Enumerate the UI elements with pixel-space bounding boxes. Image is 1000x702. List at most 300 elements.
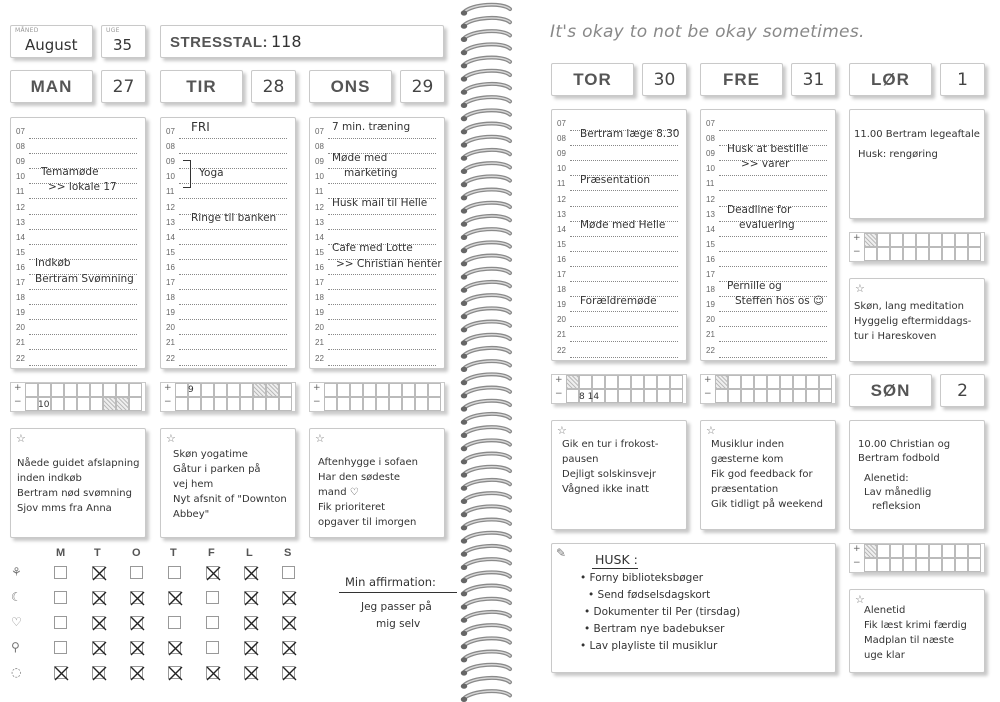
hour-line <box>570 145 678 146</box>
husk-item <box>584 606 740 618</box>
hour-label: 19 <box>315 308 324 318</box>
tracker-cell[interactable] <box>402 397 415 411</box>
tracker-cell[interactable] <box>214 383 227 397</box>
tracker-cell[interactable] <box>955 558 968 572</box>
tracker-lor <box>849 232 985 262</box>
habit-checkbox[interactable] <box>244 666 257 679</box>
spiral-ring <box>461 427 510 438</box>
tracker-cell[interactable] <box>566 375 579 389</box>
tracker-cell[interactable] <box>864 544 877 558</box>
tracker-cell[interactable] <box>890 233 903 247</box>
schedule-man <box>10 117 146 369</box>
tracker-cell[interactable] <box>864 247 877 261</box>
tracker-cell[interactable] <box>793 375 806 389</box>
habit-checkbox[interactable] <box>168 616 181 629</box>
hour-row <box>11 291 145 306</box>
hour-label: 18 <box>706 285 715 295</box>
hour-line <box>179 319 287 320</box>
hour-line <box>570 206 678 207</box>
tracker-cell[interactable] <box>929 233 942 247</box>
schedule-entry: FRI <box>191 120 210 134</box>
habit-checkbox[interactable] <box>168 591 181 604</box>
tracker-cell[interactable] <box>929 544 942 558</box>
tracker-cell[interactable] <box>605 389 618 403</box>
tracker-cell[interactable] <box>64 383 77 397</box>
tracker-cell[interactable] <box>90 397 103 411</box>
hour-line <box>179 289 287 290</box>
tracker-cell[interactable] <box>754 375 767 389</box>
hour-label: 18 <box>557 285 566 295</box>
schedule-ons <box>309 117 445 369</box>
schedule-entry: evaluering <box>739 219 795 231</box>
minus-icon: − <box>853 247 861 257</box>
tracker-ons <box>309 382 445 412</box>
tracker-cell[interactable] <box>754 389 767 403</box>
hour-label: 16 <box>166 262 175 272</box>
spiral-ring <box>461 388 510 399</box>
tracker-tir <box>160 382 296 412</box>
tracker-cell[interactable] <box>175 397 188 411</box>
tracker-cell[interactable] <box>415 397 428 411</box>
tracker-cell[interactable] <box>279 397 292 411</box>
tracker-cell[interactable] <box>363 397 376 411</box>
habit-checkbox[interactable] <box>130 641 143 654</box>
habit-checkbox[interactable] <box>54 566 67 579</box>
hour-label: 14 <box>706 224 715 234</box>
tracker-cell[interactable] <box>25 397 38 411</box>
tracker-cell[interactable] <box>903 544 916 558</box>
yoga-icon: ⚲ <box>11 640 20 654</box>
spiral-ring <box>461 137 510 148</box>
day-name-fre: FRE <box>700 63 783 96</box>
husk-item-text: Dokumenter til Per (tirsdag) <box>593 606 741 618</box>
tracker-cell[interactable] <box>806 389 819 403</box>
habit-checkbox[interactable] <box>206 591 219 604</box>
gratitude-line: Gik en tur i frokost- <box>562 439 659 450</box>
tracker-cell[interactable] <box>929 247 942 261</box>
habit-checkbox[interactable] <box>130 666 143 679</box>
tracker-cell[interactable] <box>741 389 754 403</box>
tracker-cell[interactable] <box>942 233 955 247</box>
spiral-ring <box>461 216 510 227</box>
hour-row <box>701 253 835 268</box>
tracker-cell[interactable] <box>955 233 968 247</box>
tracker-cell[interactable] <box>227 383 240 397</box>
hour-line <box>719 236 827 237</box>
tracker-cell[interactable] <box>103 397 116 411</box>
tracker-cell[interactable] <box>890 247 903 261</box>
tracker-cell[interactable] <box>903 247 916 261</box>
hour-label: 17 <box>16 278 25 287</box>
tracker-cell[interactable] <box>25 383 38 397</box>
gratitude-line: Abbey" <box>173 509 210 520</box>
hour-label: 10 <box>557 164 566 174</box>
hour-label: 11 <box>706 179 715 189</box>
quote: It's okay to not be okay sometimes. <box>550 22 865 42</box>
tracker-cell[interactable] <box>240 383 253 397</box>
hour-line <box>29 198 137 199</box>
habit-checkbox[interactable] <box>244 641 257 654</box>
tracker-cell[interactable] <box>657 375 670 389</box>
spiral-ring <box>461 652 510 663</box>
tracker-cell[interactable] <box>728 389 741 403</box>
hour-label: 21 <box>557 330 566 340</box>
hour-line <box>570 311 678 312</box>
tracker-cell[interactable] <box>579 375 592 389</box>
minus-icon: − <box>853 558 861 568</box>
hour-line <box>29 304 137 305</box>
tracker-cell[interactable] <box>890 558 903 572</box>
tracker-cell[interactable] <box>903 558 916 572</box>
week-label: UGE <box>106 27 120 34</box>
tracker-cell[interactable] <box>90 383 103 397</box>
tracker-cell[interactable] <box>266 397 279 411</box>
habit-checkbox[interactable] <box>282 566 295 579</box>
tracker-cell[interactable] <box>77 397 90 411</box>
tracker-cell[interactable] <box>715 375 728 389</box>
schedule-entry: Møde med Helle <box>580 219 666 231</box>
husk-item-text: Forny biblioteksbøger <box>589 572 704 584</box>
tracker-cell[interactable] <box>129 397 142 411</box>
hour-label: 15 <box>557 239 566 249</box>
schedule-entry: Husk mail til Helle <box>332 197 428 209</box>
tracker-cell[interactable] <box>670 389 683 403</box>
hour-row <box>161 261 295 276</box>
tracker-cell[interactable] <box>77 383 90 397</box>
spiral-ring <box>461 625 510 636</box>
tracker-cell[interactable] <box>415 383 428 397</box>
hour-label: 12 <box>557 194 566 204</box>
tracker-cell[interactable] <box>877 247 890 261</box>
habit-checkbox[interactable] <box>54 591 67 604</box>
tracker-son <box>849 543 985 573</box>
habit-checkbox[interactable] <box>206 566 219 579</box>
habit-checkbox[interactable] <box>244 566 257 579</box>
spiral-ring <box>461 150 510 161</box>
bullet-icon: • <box>588 589 598 601</box>
hour-label: 08 <box>16 142 25 152</box>
hour-label: 07 <box>706 119 715 128</box>
tracker-cell[interactable] <box>402 383 415 397</box>
tracker-cell[interactable] <box>129 383 142 397</box>
habit-checkbox[interactable] <box>92 591 105 604</box>
star-icon: ☆ <box>855 282 865 295</box>
habit-checkbox[interactable] <box>206 666 219 679</box>
tracker-cell[interactable] <box>955 544 968 558</box>
hour-label: 07 <box>166 127 175 136</box>
hour-label: 08 <box>315 142 324 152</box>
spiral-ring <box>461 586 510 597</box>
tracker-cell[interactable] <box>201 383 214 397</box>
hour-row <box>310 336 444 351</box>
habit-checkbox[interactable] <box>282 591 295 604</box>
tracker-cell[interactable] <box>350 397 363 411</box>
hour-line <box>328 138 436 139</box>
hour-row <box>161 140 295 155</box>
day-name-tir: TIR <box>160 70 243 103</box>
hour-row <box>310 276 444 291</box>
tracker-cell[interactable] <box>877 233 890 247</box>
tracker-cell[interactable] <box>618 389 631 403</box>
tracker-cell[interactable] <box>864 558 877 572</box>
bullet-icon: • <box>580 572 590 584</box>
tracker-cell[interactable] <box>324 397 337 411</box>
tracker-cell[interactable] <box>103 383 116 397</box>
habit-checkbox[interactable] <box>244 616 257 629</box>
schedule-entry: Forældremøde <box>580 295 657 307</box>
tracker-cell[interactable] <box>227 397 240 411</box>
tracker-cell[interactable] <box>266 383 279 397</box>
tracker-cell[interactable] <box>566 389 579 403</box>
husk-item <box>580 572 703 584</box>
hour-row <box>11 216 145 231</box>
habit-checkbox[interactable] <box>92 666 105 679</box>
schedule-entry: >> lokale 17 <box>48 181 117 193</box>
hour-label: 17 <box>315 278 324 287</box>
habit-checkbox[interactable] <box>130 566 143 579</box>
schedule-entry: 7 min. træning <box>332 121 411 133</box>
hour-line <box>328 304 436 305</box>
tracker-cell[interactable] <box>350 383 363 397</box>
tracker-cell[interactable] <box>780 375 793 389</box>
hour-row <box>161 306 295 321</box>
habit-checkbox[interactable] <box>168 566 181 579</box>
tracker-minus-value: 8 14 <box>579 392 600 402</box>
affirmation-title: Min affirmation: <box>345 575 436 589</box>
note-line: 11.00 Bertram legeaftale <box>854 129 980 140</box>
tracker-cell[interactable] <box>279 383 292 397</box>
hour-line <box>570 251 678 252</box>
tracker-cell[interactable] <box>916 544 929 558</box>
tracker-cell[interactable] <box>51 383 64 397</box>
tracker-cell[interactable] <box>793 389 806 403</box>
schedule-entry: marketing <box>344 167 398 179</box>
hour-row <box>161 276 295 291</box>
hour-row <box>11 125 145 140</box>
hour-row <box>310 306 444 321</box>
hour-line <box>570 160 678 161</box>
tracker-cell[interactable] <box>324 383 337 397</box>
hour-row <box>552 313 686 328</box>
husk-item-text: Bertram nye badebukser <box>593 623 725 635</box>
tracker-cell[interactable] <box>188 397 201 411</box>
gratitude-line: Skøn, lang meditation <box>854 301 964 312</box>
hour-label: 13 <box>557 209 566 219</box>
hour-line <box>570 281 678 282</box>
habit-checkbox[interactable] <box>130 616 143 629</box>
tracker-cell[interactable] <box>363 383 376 397</box>
minus-icon: − <box>313 397 321 407</box>
tracker-cell[interactable] <box>767 375 780 389</box>
tracker-cell[interactable] <box>955 247 968 261</box>
hour-label: 09 <box>315 157 324 167</box>
hour-label: 20 <box>315 323 324 333</box>
tracker-cell[interactable] <box>389 383 402 397</box>
tracker-cell[interactable] <box>631 389 644 403</box>
tracker-cell[interactable] <box>670 375 683 389</box>
hour-row <box>11 306 145 321</box>
hour-row <box>161 155 295 170</box>
tracker-cell[interactable] <box>968 544 981 558</box>
tracker-cell[interactable] <box>916 247 929 261</box>
hour-label: 17 <box>706 270 715 279</box>
hour-label: 20 <box>706 315 715 325</box>
tracker-plus-value: 9 <box>188 385 194 395</box>
hour-row <box>310 352 444 367</box>
habit-checkbox[interactable] <box>92 616 105 629</box>
tracker-cell[interactable] <box>214 397 227 411</box>
tracker-man <box>10 382 146 412</box>
gratitude-line: Dejligt solskinsvejr <box>562 469 657 480</box>
day-date-tir: 28 <box>251 70 296 103</box>
hour-line <box>570 266 678 267</box>
hour-row <box>310 321 444 336</box>
gratitude-tor <box>551 420 687 530</box>
habit-checkbox[interactable] <box>282 616 295 629</box>
tracker-cell[interactable] <box>389 397 402 411</box>
tracker-cell[interactable] <box>968 558 981 572</box>
habit-checkbox[interactable] <box>206 641 219 654</box>
tracker-cell[interactable] <box>806 375 819 389</box>
hour-line <box>29 365 137 366</box>
tracker-cell[interactable] <box>819 375 832 389</box>
hour-label: 13 <box>706 209 715 219</box>
hour-label: 09 <box>16 157 25 167</box>
minus-icon: − <box>704 389 712 399</box>
tracker-cell[interactable] <box>631 375 644 389</box>
tracker-cell[interactable] <box>428 383 441 397</box>
tracker-cell[interactable] <box>942 544 955 558</box>
habit-checkbox[interactable] <box>54 616 67 629</box>
hour-line <box>29 138 137 139</box>
gratitude-line: Fik læst krimi færdig <box>864 620 967 631</box>
tracker-fre <box>700 374 836 404</box>
note-line: Bertram fodbold <box>858 453 940 464</box>
tracker-cell[interactable] <box>592 375 605 389</box>
habit-checkbox[interactable] <box>282 666 295 679</box>
tracker-cell[interactable] <box>337 397 350 411</box>
gratitude-line: Gik tidligt på weekend <box>711 499 823 510</box>
hour-line <box>570 326 678 327</box>
hour-label: 11 <box>557 179 566 189</box>
note-line: Lav månedlig <box>864 487 932 498</box>
hour-row <box>161 321 295 336</box>
habit-checkbox[interactable] <box>130 591 143 604</box>
hour-line <box>179 259 287 260</box>
hour-line <box>570 357 678 358</box>
tracker-cell[interactable] <box>916 558 929 572</box>
habit-checkbox[interactable] <box>282 641 295 654</box>
tracker-cell[interactable] <box>968 233 981 247</box>
habit-checkbox[interactable] <box>54 666 67 679</box>
tracker-cell[interactable] <box>428 397 441 411</box>
plus-icon: + <box>14 383 22 393</box>
tracker-cell[interactable] <box>903 233 916 247</box>
gratitude-ons <box>309 428 445 538</box>
spiral-ring <box>461 256 510 267</box>
tracker-cell[interactable] <box>890 544 903 558</box>
tracker-cell[interactable] <box>780 389 793 403</box>
hour-line <box>328 183 436 184</box>
spiral-ring <box>461 71 510 82</box>
minus-icon: − <box>555 389 563 399</box>
tracker-cell[interactable] <box>877 558 890 572</box>
bullet-icon: • <box>580 640 590 652</box>
tracker-cell[interactable] <box>116 383 129 397</box>
tracker-cell[interactable] <box>741 375 754 389</box>
hour-label: 19 <box>166 308 175 318</box>
tracker-cell[interactable] <box>38 383 51 397</box>
tracker-cell[interactable] <box>968 247 981 261</box>
gratitude-line: opgaver til imorgen <box>318 517 417 528</box>
tracker-cell[interactable] <box>877 544 890 558</box>
day-date-lor: 1 <box>940 63 985 96</box>
tracker-cell[interactable] <box>618 375 631 389</box>
tracker-cell[interactable] <box>64 397 77 411</box>
tracker-cell[interactable] <box>916 233 929 247</box>
tracker-cell[interactable] <box>644 375 657 389</box>
tracker-cell[interactable] <box>376 397 389 411</box>
tracker-cell[interactable] <box>942 558 955 572</box>
tracker-cell[interactable] <box>116 397 129 411</box>
habit-checkbox[interactable] <box>206 616 219 629</box>
tracker-cell[interactable] <box>767 389 780 403</box>
spiral-ring <box>461 176 510 187</box>
tracker-cell[interactable] <box>819 389 832 403</box>
hour-line <box>719 190 827 191</box>
habit-checkbox[interactable] <box>244 591 257 604</box>
tracker-cell[interactable] <box>715 389 728 403</box>
hour-line <box>179 349 287 350</box>
tracker-cell[interactable] <box>175 383 188 397</box>
hour-line <box>719 341 827 342</box>
tracker-cell[interactable] <box>253 383 266 397</box>
hour-label: 16 <box>315 262 324 272</box>
tracker-cell[interactable] <box>728 375 741 389</box>
tracker-cell[interactable] <box>864 233 877 247</box>
hour-line <box>570 190 678 191</box>
hour-label: 18 <box>16 293 25 303</box>
tracker-cell[interactable] <box>644 389 657 403</box>
habit-checkbox[interactable] <box>168 666 181 679</box>
tracker-cell[interactable] <box>376 383 389 397</box>
tracker-cell[interactable] <box>201 397 214 411</box>
spiral-ring <box>461 546 510 557</box>
tracker-cell[interactable] <box>253 397 266 411</box>
tracker-cell[interactable] <box>657 389 670 403</box>
spiral-ring <box>461 308 510 319</box>
schedule-entry: Husk at bestille <box>727 143 809 155</box>
habit-checkbox[interactable] <box>168 641 181 654</box>
hour-line <box>179 153 287 154</box>
habit-checkbox[interactable] <box>54 641 67 654</box>
habit-checkbox[interactable] <box>92 641 105 654</box>
schedule-entry: >> Christian henter <box>336 258 442 270</box>
tracker-cell[interactable] <box>605 375 618 389</box>
hour-label: 15 <box>166 247 175 257</box>
tracker-cell[interactable] <box>51 397 64 411</box>
tracker-cell[interactable] <box>240 397 253 411</box>
tracker-cell[interactable] <box>929 558 942 572</box>
spiral-ring <box>461 203 510 214</box>
spiral-ring <box>461 678 510 689</box>
stress-box <box>160 25 444 58</box>
habit-checkbox[interactable] <box>92 566 105 579</box>
tracker-cell[interactable] <box>942 247 955 261</box>
day-name-son: SØN <box>849 374 932 407</box>
tracker-cell[interactable] <box>337 383 350 397</box>
spiral-ring <box>461 58 510 69</box>
